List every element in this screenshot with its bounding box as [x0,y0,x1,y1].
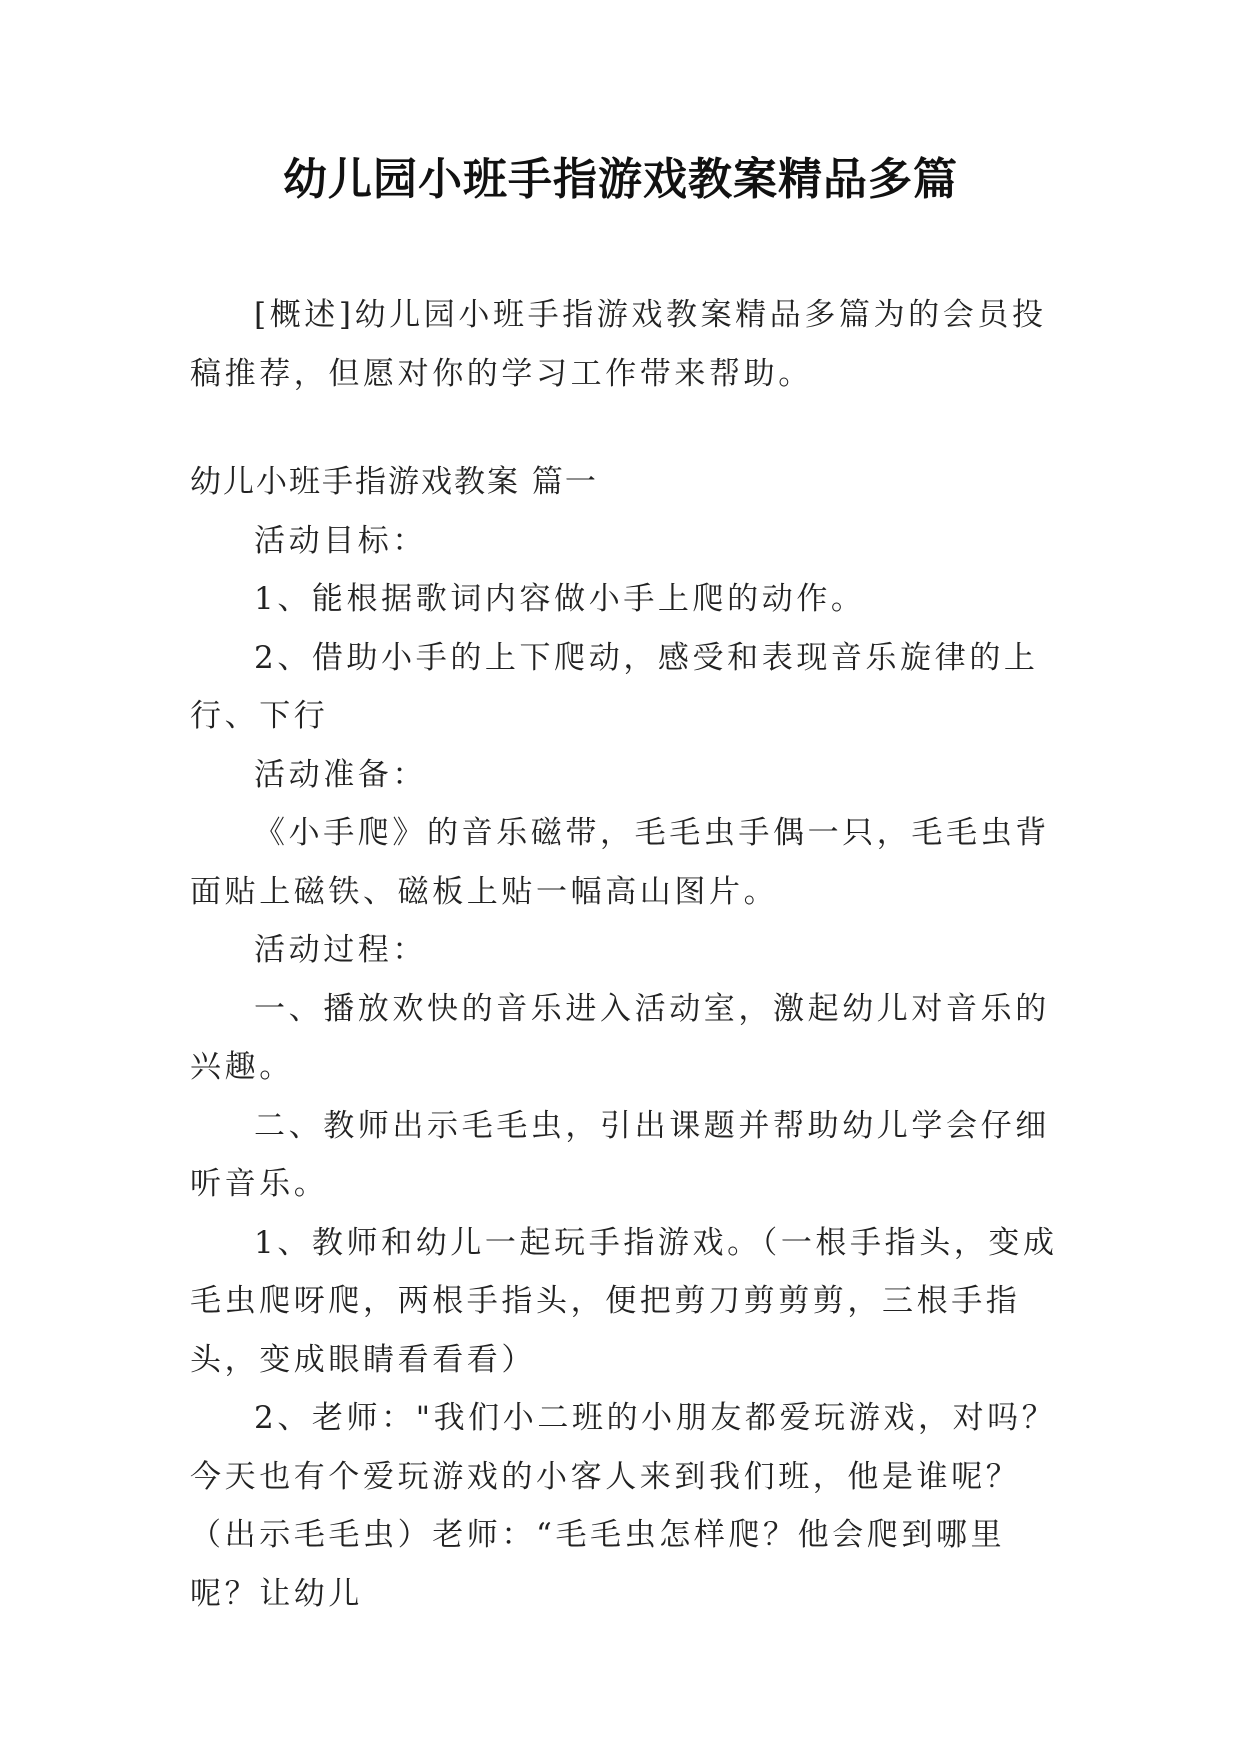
document-body [190,286,1060,1623]
preparation-paragraph: 《小手爬》的音乐磁带，毛毛虫手偶一只，毛毛虫背面贴上磁铁、磁板上贴一幅高山图片。 [190,815,1050,910]
process-step: 二、教师出示毛毛虫，引出课题并帮助幼儿学会仔细听音乐。 [190,1107,1050,1202]
process-substep: 1、教师和幼儿一起玩手指游戏。（一根手指头，变成毛虫爬呀爬，两根手指头，便把剪刀剪剪剪，三根手指头，变成眼睛看看看） [190,1224,1058,1378]
process-step: 一、播放欢快的音乐进入活动室，激起幼儿对音乐的兴趣。 [190,990,1050,1085]
activity-preparation-heading: 活动准备： [254,756,427,793]
section-heading: 幼儿小班手指游戏教案 篇一 [190,464,598,500]
document-title: 幼儿园小班手指游戏教案精品多篇 [283,154,958,205]
activity-goals-heading: 活动目标： [254,522,427,559]
summary-paragraph: [概述]幼儿园小班手指游戏教案精品多篇为的会员投稿推荐，但愿对你的学习工作带来帮助。 [190,297,1047,392]
goal-item: 2、借助小手的上下爬动，感受和表现音乐旋律的上行、下行 [190,639,1039,734]
activity-process-heading: 活动过程： [254,932,427,968]
goal-item: 1、能根据歌词内容做小手上爬的动作。 [254,581,866,617]
process-substep: 2、老师："我们小二班的小朋友都爱玩游戏，对吗？今天也有个爱玩游戏的小客人来到我们班，他是谁呢？（出示毛毛虫）老师：“毛毛虫怎样爬？他会爬到哪里呢？让幼儿 [190,1400,1057,1612]
